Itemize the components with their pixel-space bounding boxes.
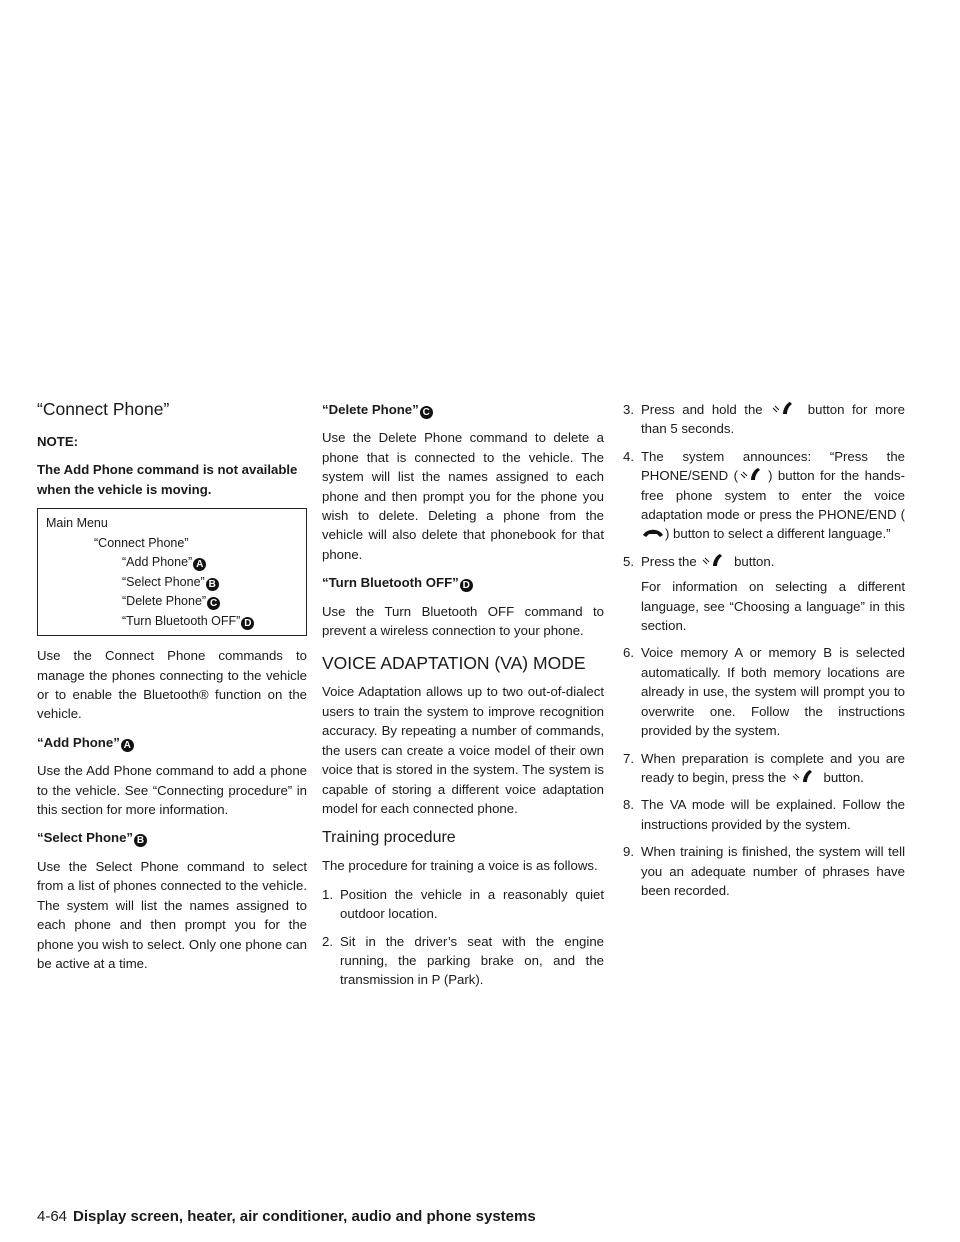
list-item bbox=[623, 400, 905, 439]
menu-tree-box bbox=[37, 508, 307, 636]
list-item bbox=[623, 842, 905, 900]
add-phone-text: Use the Add Phone command to add a phone to the vehicle. See “Connecting procedure” in this section for more information. bbox=[37, 763, 307, 818]
connect-phone-intro: Use the Connect Phone commands to manage the phones connecting to the vehicle or to enable the Bluetooth® function on the vehicle. bbox=[37, 648, 307, 722]
phone-send-icon bbox=[770, 400, 800, 418]
list-item bbox=[623, 643, 905, 740]
training-steps-list bbox=[322, 885, 604, 990]
menu-item-label: “Delete Phone” bbox=[122, 594, 207, 609]
step-number: 2. bbox=[322, 933, 333, 949]
menu-connect-phone: “Connect Phone” bbox=[94, 535, 189, 550]
step-number: 5. bbox=[623, 553, 634, 569]
delete-phone-heading bbox=[322, 400, 604, 419]
circled-letter-icon: C bbox=[207, 597, 220, 610]
page-number: 4-64 bbox=[37, 1208, 68, 1225]
list-item bbox=[623, 749, 905, 788]
page-footer bbox=[37, 1207, 536, 1227]
phone-send-icon bbox=[700, 552, 730, 570]
select-phone-text: Use the Select Phone command to select from a list of phones connected to the vehicle. The system will list the names assigned to each phone and then prompt you for the phone you wish to select. Only one phone can be active at a time. bbox=[37, 858, 307, 971]
step-note: For information on selecting a different language, see “Choosing a language” in this section. bbox=[641, 579, 905, 634]
circled-letter-icon: A bbox=[121, 739, 134, 752]
step-number: 7. bbox=[623, 750, 634, 766]
step-text: Voice memory A or memory B is selected automatically. If both memory locations are already in use, the system will prompt you to overwrite one. Follow the instructions provided by the system. bbox=[641, 645, 905, 739]
menu-item-turn-bluetooth-off bbox=[46, 612, 298, 632]
heading-text: “Turn Bluetooth OFF” bbox=[322, 575, 459, 591]
list-item bbox=[623, 552, 905, 636]
step-text: Position the vehicle in a reasonably quiet outdoor location. bbox=[340, 886, 604, 922]
menu-item-select-phone bbox=[46, 573, 298, 593]
phone-send-icon bbox=[738, 466, 768, 484]
heading-text: “Add Phone” bbox=[37, 734, 120, 750]
circled-letter-icon: C bbox=[420, 406, 433, 419]
step-text: Press and hold the bbox=[641, 402, 763, 417]
turn-bluetooth-off-heading bbox=[322, 573, 604, 592]
circled-letter-icon: B bbox=[134, 834, 147, 847]
training-intro: The procedure for training a voice is as follows. bbox=[322, 858, 598, 874]
list-item bbox=[623, 447, 905, 544]
step-text: button. bbox=[823, 769, 864, 785]
heading-text: “Select Phone” bbox=[37, 830, 134, 846]
step-text: ) button to select a different language.” bbox=[665, 526, 891, 542]
list-item bbox=[322, 932, 604, 990]
subheading-training-procedure: Training procedure bbox=[322, 829, 456, 847]
step-text: When preparation is complete and you are ready to begin, press the bbox=[641, 750, 905, 785]
step-number: 8. bbox=[623, 797, 634, 813]
step-text: button for more than 5 seconds. bbox=[641, 402, 905, 437]
step-number: 1. bbox=[322, 886, 333, 902]
step-text: When training is finished, the system will tell you an adequate number of phrases have been recorded. bbox=[641, 844, 905, 898]
circled-letter-icon: B bbox=[206, 578, 219, 591]
left-column bbox=[37, 398, 307, 982]
circled-letter-icon: D bbox=[241, 617, 254, 630]
add-phone-heading bbox=[37, 733, 307, 752]
menu-item-delete-phone bbox=[46, 592, 298, 612]
select-phone-heading bbox=[37, 828, 307, 847]
menu-root: Main Menu bbox=[46, 516, 108, 531]
training-steps-list-continued bbox=[623, 400, 905, 900]
voice-adaptation-text: Voice Adaptation allows up to two out-of-dialect users to train the system to improve recognition accuracy. By repeating a number of commands, the users can create a voice model of their own voice that is stored in the system. The system is capable of storing a different voice adaptation model for each connected phone. bbox=[322, 684, 604, 816]
circled-letter-icon: A bbox=[193, 558, 206, 571]
note-text: The Add Phone command is not available when the vehicle is moving. bbox=[37, 462, 298, 497]
phone-send-icon bbox=[790, 768, 820, 786]
delete-phone-text: Use the Delete Phone command to delete a phone that is connected to the vehicle. The system will list the names assigned to each phone and then prompt you for the phone you wish to delete. Deleting a phone from the vehicle will also delete that phonebook for that phone. bbox=[322, 430, 604, 562]
menu-item-label: “Select Phone” bbox=[122, 574, 205, 589]
section-heading-voice-adaptation: VOICE ADAPTATION (VA) MODE bbox=[322, 653, 586, 674]
menu-item-add-phone bbox=[46, 553, 298, 573]
phone-end-icon bbox=[641, 526, 665, 540]
menu-item-label: “Add Phone” bbox=[122, 555, 193, 570]
list-item bbox=[623, 795, 905, 834]
step-number: 9. bbox=[623, 844, 634, 860]
step-text: The VA mode will be explained. Follow the instructions provided by the system. bbox=[641, 797, 905, 832]
step-text: Press the bbox=[641, 553, 697, 569]
step-text: Sit in the driver’s seat with the engine running, the parking brake on, and the transmission in P (Park). bbox=[340, 933, 604, 988]
step-number: 3. bbox=[623, 402, 634, 417]
step-text: button. bbox=[734, 553, 775, 569]
circled-letter-icon: D bbox=[460, 579, 473, 592]
step-text: ) button for the hands-free phone system to enter the voice adaptation mode or press the PHONE/END ( bbox=[641, 468, 905, 523]
note-label: NOTE: bbox=[37, 434, 79, 449]
step-number: 4. bbox=[623, 448, 634, 464]
right-column bbox=[623, 400, 905, 908]
section-heading-connect-phone: “Connect Phone” bbox=[37, 399, 170, 419]
heading-text: “Delete Phone” bbox=[322, 402, 419, 417]
chapter-title: Display screen, heater, air conditioner, audio and phone systems bbox=[73, 1208, 536, 1225]
step-number: 6. bbox=[623, 645, 634, 661]
step-text: The system announces: “Press the PHONE/SEND ( bbox=[641, 448, 905, 484]
menu-item-label: “Turn Bluetooth OFF” bbox=[122, 613, 241, 628]
turn-bluetooth-off-text: Use the Turn Bluetooth OFF command to prevent a wireless connection to your phone. bbox=[322, 603, 604, 639]
list-item bbox=[322, 885, 604, 924]
middle-column bbox=[322, 400, 604, 998]
